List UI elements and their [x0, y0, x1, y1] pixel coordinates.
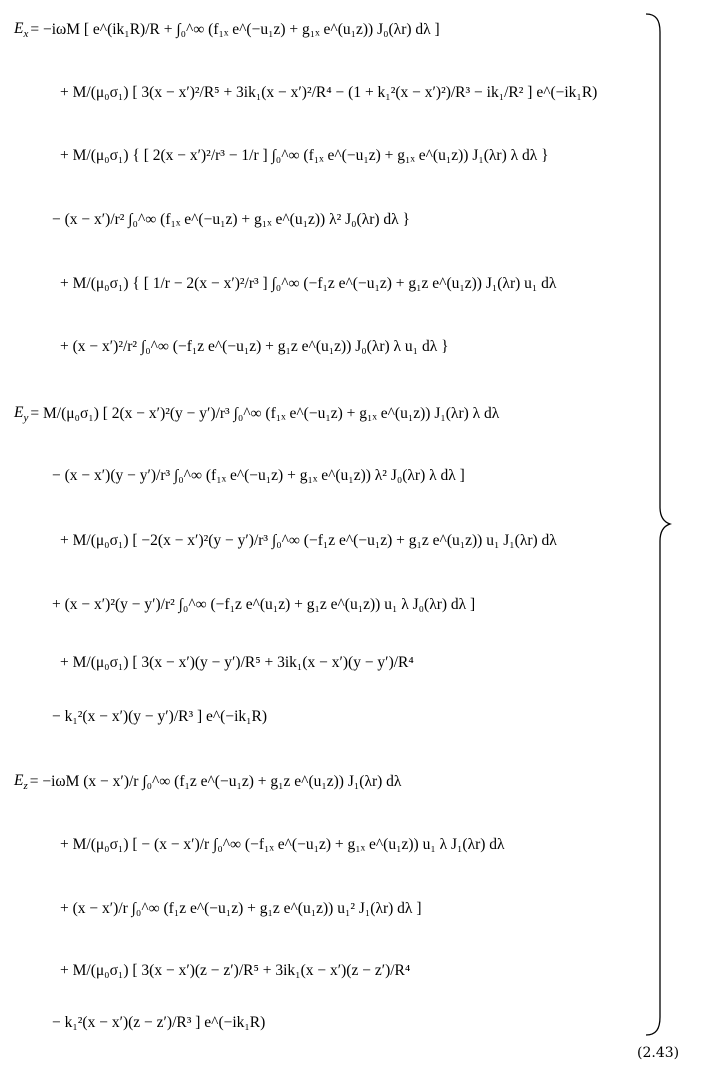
expression: + M/(μ₀σ₁) [ 3(x − x′)(z − z′)/R⁵ + 3ik₁(x − x′)(z − z′)/R⁴ [60, 962, 411, 979]
equation-number: (2.43) [637, 1045, 680, 1061]
expression: − (x − x′)(y − y′)/r³ ∫₀^∞ (f₁ₓ e^(−u₁z) + g₁ₓ e^(u₁z)) λ² J₀(λr) λ dλ ] [52, 467, 465, 484]
equation-line-ey-3 [60, 532, 557, 550]
expression: + (x − x′)²(y − y′)/r² ∫₀^∞ (−f₁z e^(u₁z) + g₁z e^(u₁z)) u₁ λ J₀(λr) dλ ] [52, 596, 476, 613]
equation-line-ey-2 [52, 467, 465, 485]
equation-line-ex-4 [52, 211, 410, 229]
equation-line-ez-2 [60, 836, 505, 854]
expression: − (x − x′)/r² ∫₀^∞ (f₁ₓ e^(−u₁z) + g₁ₓ e^(u₁z)) λ² J₀(λr) dλ } [52, 211, 410, 228]
lhs-ez: $E_z$ [14, 772, 28, 793]
expression: + (x − x′)/r ∫₀^∞ (f₁z e^(−u₁z) + g₁z e^(u₁z)) u₁² J₁(λr) dλ ] [60, 900, 422, 917]
expression: + M/(μ₀σ₁) [ −2(x − x′)²(y − y′)/r³ ∫₀^∞ (−f₁z e^(−u₁z) + g₁z e^(u₁z)) u₁ J₁(λr) dλ [60, 532, 557, 549]
equation-line-ey-1 [14, 404, 499, 424]
equation-line-ex-1 [14, 20, 440, 40]
expression: = −iωM [ e^(ik₁R)/R + ∫₀^∞ (f₁ₓ e^(−u₁z) + g₁ₓ e^(u₁z)) J₀(λr) dλ ] [30, 21, 440, 39]
expression: − k₁²(x − x′)(z − z′)/R³ ] e^(−ik₁R) [52, 1014, 266, 1031]
equation-line-ey-5 [60, 654, 414, 672]
equation-line-ex-6 [60, 338, 449, 356]
expression: − k₁²(x − x′)(y − y′)/R³ ] e^(−ik₁R) [52, 708, 268, 725]
expression: + M/(μ₀σ₁) [ 3(x − x′)(y − y′)/R⁵ + 3ik₁(x − x′)(y − y′)/R⁴ [60, 654, 414, 671]
equation-line-ez-1 [14, 772, 401, 792]
equation-line-ez-5 [52, 1014, 265, 1032]
expression: + M/(μ₀σ₁) [ − (x − x′)/r ∫₀^∞ (−f₁ₓ e^(−u₁z) + g₁ₓ e^(u₁z)) u₁ λ J₁(λr) dλ [60, 836, 505, 853]
equation-line-ey-6 [52, 708, 267, 726]
equation-line-ey-4 [52, 596, 475, 614]
lhs-ey: $E_y$ [14, 404, 29, 425]
expression: + M/(μ₀σ₁) { [ 2(x − x′)²/r³ − 1/r ] ∫₀^∞ (f₁ₓ e^(−u₁z) + g₁ₓ e^(u₁z)) J₁(λr) λ dλ } [60, 147, 549, 164]
equation-line-ex-2 [60, 84, 597, 102]
equation-line-ex-5 [60, 275, 556, 293]
expression: = M/(μ₀σ₁) [ 2(x − x′)²(y − y′)/r³ ∫₀^∞ (f₁ₓ e^(−u₁z) + g₁ₓ e^(u₁z)) J₁(λr) λ dλ [30, 405, 500, 423]
expression: + M/(μ₀σ₁) [ 3(x − x′)²/R⁵ + 3ik₁(x − x′)²/R⁴ − (1 + k₁²(x − x′)²)/R³ − ik₁/R² ] e^(−ik₁R) [60, 84, 598, 101]
equation-line-ez-4 [60, 962, 410, 980]
equation-line-ez-3 [60, 900, 421, 918]
expression: + (x − x′)²/r² ∫₀^∞ (−f₁z e^(−u₁z) + g₁z e^(u₁z)) J₀(λr) λ u₁ dλ } [60, 338, 449, 355]
equation-line-ex-3 [60, 147, 549, 165]
right-brace [642, 12, 672, 1037]
expression: = −iωM (x − x′)/r ∫₀^∞ (f₁z e^(−u₁z) + g₁z e^(u₁z)) J₁(λr) dλ [29, 773, 402, 791]
expression: + M/(μ₀σ₁) { [ 1/r − 2(x − x′)²/r³ ] ∫₀^∞ (−f₁z e^(−u₁z) + g₁z e^(u₁z)) J₁(λr) u₁ dλ [60, 275, 557, 292]
lhs-ex: $E_x$ [14, 20, 29, 41]
